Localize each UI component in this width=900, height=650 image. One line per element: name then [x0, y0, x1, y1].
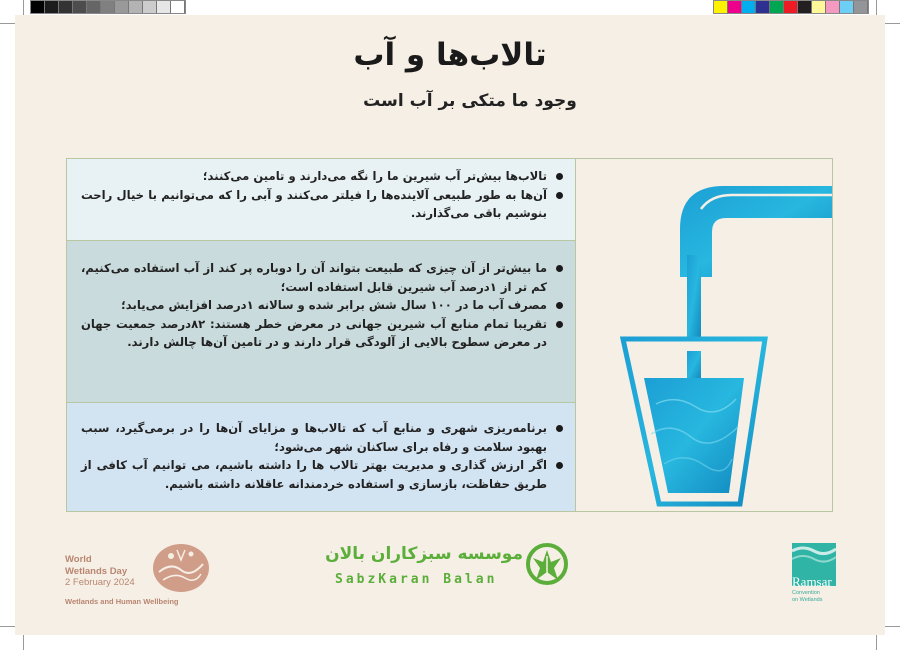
page-title: تالاب‌ها و آب — [353, 37, 547, 73]
info-panel-freshwater — [67, 159, 576, 241]
color-swatch — [826, 1, 840, 13]
crop-mark — [0, 626, 15, 627]
info-panel-urban-planning — [67, 403, 576, 511]
world-wetlands-day-logo — [65, 540, 225, 610]
sabzkaran-name-en: SabzKaran Balan — [335, 572, 498, 587]
crop-mark — [885, 626, 900, 627]
wetlands-emblem-icon — [151, 542, 211, 594]
color-swatch — [714, 1, 728, 13]
color-swatch — [171, 1, 185, 13]
bullet-item: ما بیش‌تر از آن چیزی که طبیعت بتواند آن را دوباره پر کند از آب استفاده می‌کنیم، کم تر از ۱درصد آب شیرین قابل استفاده است؛ — [81, 259, 563, 296]
wwd-title-line2: Wetlands Day — [65, 565, 128, 577]
process-color-bar — [713, 0, 869, 14]
color-swatch — [728, 1, 742, 13]
ramsar-logo — [792, 543, 838, 613]
bullet-item: اگر ارزش گذاری و مدیریت بهتر تالاب ها را داشته باشیم، می توانیم آب کافی از طریق حفاظت، بازسازی و استفاده خردمندانه عاقلانه داشته باشیم. — [81, 456, 563, 493]
ramsar-sub-line2: on Wetlands — [792, 596, 823, 603]
color-swatch — [87, 1, 101, 13]
bullet-item: آن‌ها به طور طبیعی آلاینده‌ها را فیلتر می‌کنند و آبی را که می‌توانیم با خیال راحت بنوشیم باقی می‌گذارند. — [81, 186, 563, 223]
color-swatch — [798, 1, 812, 13]
ramsar-sub-line1: Convention — [792, 590, 820, 596]
sabzkaran-star-icon — [525, 542, 569, 586]
color-swatch — [143, 1, 157, 13]
color-swatch — [115, 1, 129, 13]
crop-mark — [23, 635, 24, 650]
color-swatch — [770, 1, 784, 13]
grayscale-color-bar — [30, 0, 186, 14]
crop-mark — [0, 23, 15, 24]
color-swatch — [59, 1, 73, 13]
bullet-item: مصرف آب ما در ۱۰۰ سال شش برابر شده و سالانه ۱درصد افزایش می‌یابد؛ — [81, 296, 563, 315]
info-panel-water-crisis — [67, 241, 576, 403]
content-box — [66, 158, 833, 512]
crop-mark — [876, 635, 877, 650]
ramsar-name: Ramsar — [792, 574, 832, 589]
color-swatch — [101, 1, 115, 13]
crop-mark — [876, 0, 877, 15]
wwd-title-line1: World — [65, 554, 92, 565]
sabzkaran-balan-logo — [325, 540, 575, 600]
color-swatch — [812, 1, 826, 13]
crop-mark — [23, 0, 24, 15]
color-swatch — [840, 1, 854, 13]
color-swatch — [129, 1, 143, 13]
color-swatch — [854, 1, 868, 13]
poster-page — [15, 15, 885, 635]
bullet-item: برنامه‌ریزی شهری و منابع آب که تالاب‌ها و مزایای آن‌ها را در برمی‌گیرد، سبب بهبود سلامت و رفاه برای ساکنان شهر می‌شود؛ — [81, 419, 563, 456]
color-swatch — [784, 1, 798, 13]
color-swatch — [31, 1, 45, 13]
water-tap-glass-icon — [576, 159, 832, 511]
color-swatch — [742, 1, 756, 13]
wwd-date: 2 February 2024 — [65, 577, 135, 588]
wwd-tagline: Wetlands and Human Wellbeing — [65, 597, 179, 606]
page-subtitle: وجود ما متکی بر آب است — [363, 91, 577, 111]
sabzkaran-name-fa: موسسه سبزکاران بالان — [325, 544, 523, 564]
color-swatch — [73, 1, 87, 13]
crop-mark — [885, 23, 900, 24]
color-swatch — [45, 1, 59, 13]
color-swatch — [157, 1, 171, 13]
bullet-item: تقریبا تمام منابع آب شیرین جهانی در معرض خطر هستند: ۸۲درصد جمعیت جهان در معرض سطوح بالایی از آلودگی قرار دارند و در تامین آن‌ها چالش دارند. — [81, 315, 563, 352]
bullet-item: تالاب‌ها بیش‌تر آب شیرین ما را نگه می‌دارند و تامین می‌کنند؛ — [81, 167, 563, 186]
wave-icon — [792, 543, 836, 573]
color-swatch — [756, 1, 770, 13]
